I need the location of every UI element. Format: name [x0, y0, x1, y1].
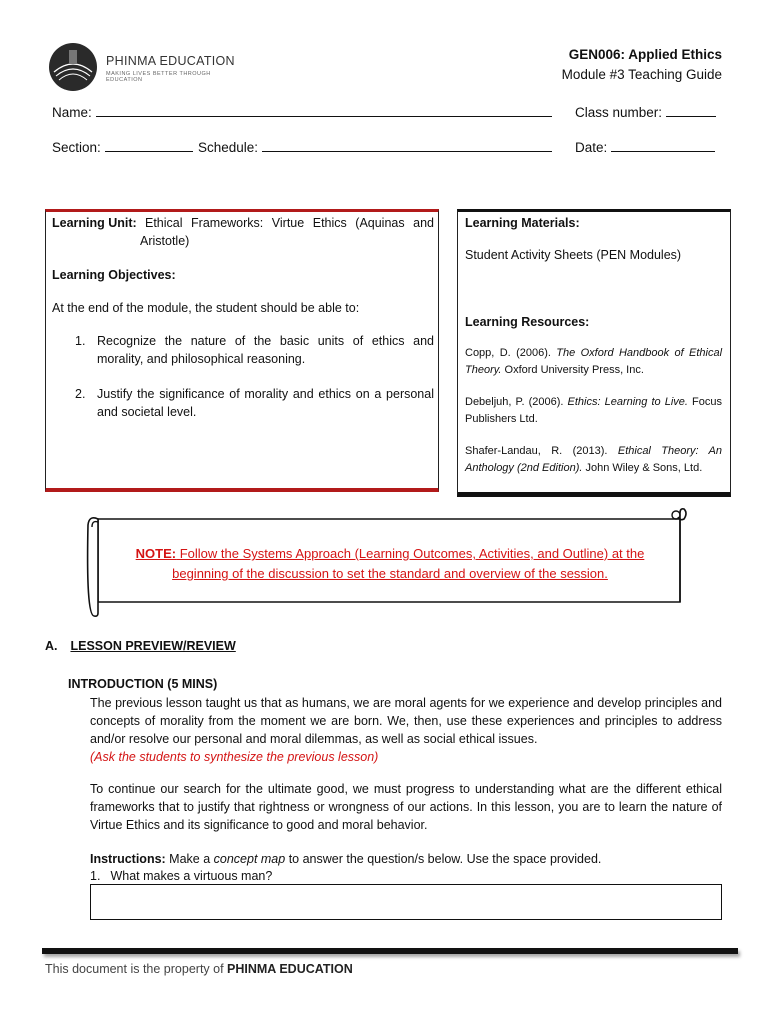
phinma-logo: [48, 40, 238, 96]
class-number-field[interactable]: [575, 104, 716, 120]
course-title: GEN006: Applied Ethics: [568, 47, 722, 62]
learning-resources-label: Learning Resources:: [465, 315, 590, 329]
schedule-field[interactable]: [198, 139, 552, 155]
footer-divider: [42, 948, 738, 954]
section-label: Section:: [52, 140, 101, 155]
date-blank[interactable]: [611, 139, 715, 152]
objective-number: 2.: [75, 387, 86, 401]
module-title: Module #3 Teaching Guide: [561, 67, 722, 82]
instructions: Instructions: Make a concept map to answer the question/s below. Use the space provided.: [90, 852, 602, 866]
learning-objectives-label: Learning Objectives:: [52, 268, 176, 282]
learning-unit: [52, 214, 434, 250]
answer-box[interactable]: [90, 884, 722, 920]
intro-paragraph-2: To continue our search for the ultimate good, we must progress to understanding what are the different ethical frameworks that to justify that rightness or wrongness of our actions. In this lesson, you are to learn the nature of Virtue Ethics and its significance to good and moral behavior.: [90, 782, 722, 832]
note-text: [112, 544, 668, 584]
learning-materials-label: Learning Materials:: [465, 216, 580, 230]
intro-teacher-note: (Ask the students to synthesize the previous lesson): [90, 750, 379, 764]
learning-materials-value: Student Activity Sheets (PEN Modules): [465, 248, 682, 262]
resource-item: Copp, D. (2006). The Oxford Handbook of Ethical Theory. Oxford University Press, Inc.: [465, 347, 723, 376]
note-label: NOTE:: [135, 546, 177, 561]
footer-text: This document is the property of PHINMA EDUCATION: [45, 962, 353, 976]
objective-number: 1.: [75, 334, 86, 348]
resource-item: Debeljuh, P. (2006). Ethics: Learning to Live. Focus Publishers Ltd.: [465, 396, 722, 425]
logo-brand-text: PHINMA EDUCATION: [106, 54, 235, 68]
logo-tagline: MAKING LIVES BETTER THROUGH EDUCATION: [106, 71, 211, 83]
intro-paragraph: The previous lesson taught us that as humans, we are moral agents for we experience and develop principles and concepts of morality from the moment we are born. We, then, use these experiences and principles to address and/or resolve our personal and moral dilemmas, as well as social ethical issues. (Ask the students to synthesize the previous lesson): [90, 696, 722, 764]
schedule-blank[interactable]: [262, 139, 552, 152]
name-field[interactable]: [52, 104, 552, 120]
objectives-intro: At the end of the module, the student should be able to:: [52, 301, 360, 315]
objective-text: Recognize the nature of the basic units of ethics and morality, and philosophical reasoning.: [97, 334, 434, 366]
note-body: Follow the Systems Approach (Learning Outcomes, Activities, and Outline) at the beginning of the discussion to set the standard and overview of the session.: [172, 546, 645, 581]
learning-unit-label: Learning Unit:: [52, 216, 137, 230]
class-number-blank[interactable]: [666, 104, 716, 117]
logo-emblem-icon: [48, 42, 98, 92]
introduction-heading: INTRODUCTION (5 MINS): [68, 677, 218, 691]
objective-text: Justify the significance of morality and ethics on a personal and societal level.: [97, 387, 434, 419]
section-blank[interactable]: [105, 139, 193, 152]
section-field[interactable]: [52, 139, 193, 155]
date-label: Date:: [575, 140, 608, 155]
schedule-label: Schedule:: [198, 140, 259, 155]
resource-item: Shafer-Landau, R. (2013). Ethical Theory: An Anthology (2nd Edition). John Wiley & Sons, Ltd.: [465, 445, 722, 474]
class-number-label: Class number:: [575, 105, 663, 120]
section-a-heading: A. LESSON PREVIEW/REVIEW: [45, 639, 236, 653]
name-label: Name:: [52, 105, 92, 120]
name-blank[interactable]: [96, 104, 552, 117]
date-field[interactable]: [575, 139, 715, 155]
question-item: 1. What makes a virtuous man?: [90, 869, 273, 883]
learning-unit-value-line1: Ethical Frameworks: Virtue Ethics (Aquinas and: [145, 216, 434, 230]
learning-unit-value-line2: Aristotle): [140, 234, 190, 248]
